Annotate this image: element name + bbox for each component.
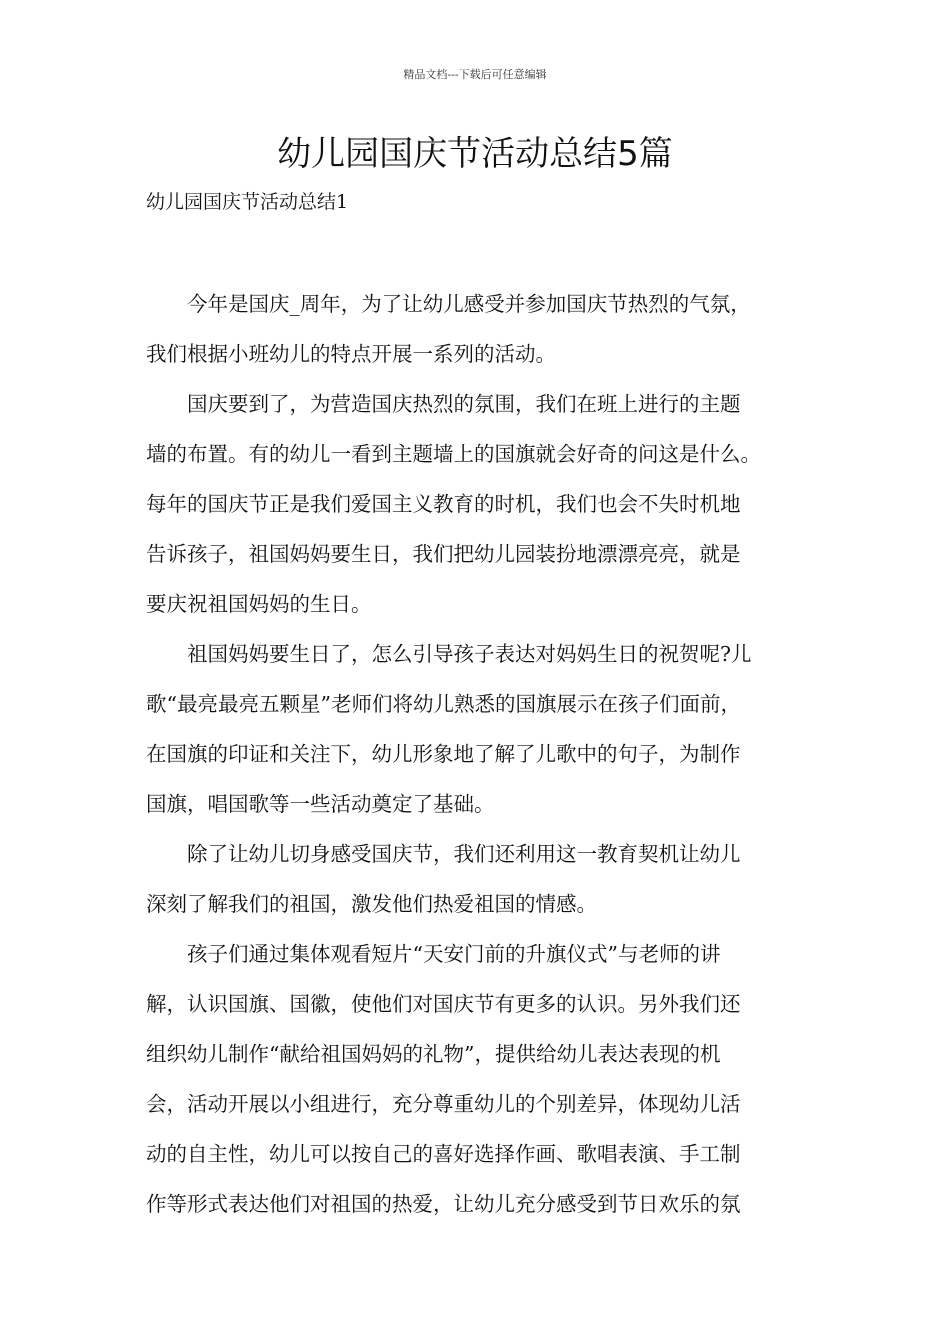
text-line: 组织幼儿制作“献给祖国妈妈的礼物”，提供给幼儿表达表现的机 [146,1042,721,1066]
text-line: 歌“最亮最亮五颗星”老师们将幼儿熟悉的国旗展示在孩子们面前， [146,692,741,716]
text-line: 告诉孩子，祖国妈妈要生日，我们把幼儿园装扮地漂漂亮亮，就是 [146,542,741,566]
text-line: 墙的布置。有的幼儿一看到主题墙上的国旗就会好奇的问这是什么。 [146,442,761,466]
paragraph-2 [146,379,826,629]
text-line: 深刻了解我们的祖国，激发他们热爱祖国的情感。 [146,892,597,916]
document-title: 幼儿园国庆节活动总结5篇 [277,134,673,174]
text-line: 国庆要到了，为营造国庆热烈的氛围，我们在班上进行的主题 [187,392,741,416]
text-line: 祖国妈妈要生日了，怎么引导孩子表达对妈妈生日的祝贺呢?儿 [187,642,752,666]
text-line: 国旗，唱国歌等一些活动奠定了基础。 [146,792,495,816]
text-line: 今年是国庆_周年，为了让幼儿感受并参加国庆节热烈的气氛， [187,292,751,316]
text-line: 动的自主性，幼儿可以按自己的喜好选择作画、歌唱表演、手工制 [146,1142,741,1166]
text-line: 我们根据小班幼儿的特点开展一系列的活动。 [146,342,556,366]
text-line: 除了让幼儿切身感受国庆节，我们还利用这一教育契机让幼儿 [187,842,741,866]
paragraph-1 [146,279,826,379]
header-note: 精品文档---下载后可任意编辑 [403,68,547,81]
paragraph-4 [146,829,826,929]
body-text [146,279,826,1229]
text-line: 在国旗的印证和关注下，幼儿形象地了解了儿歌中的句子，为制作 [146,742,741,766]
paragraph-3 [146,629,826,829]
text-line: 孩子们通过集体观看短片“天安门前的升旗仪式”与老师的讲 [187,942,721,966]
text-line: 作等形式表达他们对祖国的热爱，让幼儿充分感受到节日欢乐的氛 [146,1192,741,1216]
section-title: 幼儿园国庆节活动总结1 [146,191,349,213]
text-line: 要庆祝祖国妈妈的生日。 [146,592,372,616]
text-line: 每年的国庆节正是我们爱国主义教育的时机，我们也会不失时机地 [146,492,741,516]
paragraph-5 [146,929,826,1229]
text-line: 会，活动开展以小组进行，充分尊重幼儿的个别差异，体现幼儿活 [146,1092,741,1116]
text-line: 解，认识国旗、国徽，使他们对国庆节有更多的认识。另外我们还 [146,992,741,1016]
